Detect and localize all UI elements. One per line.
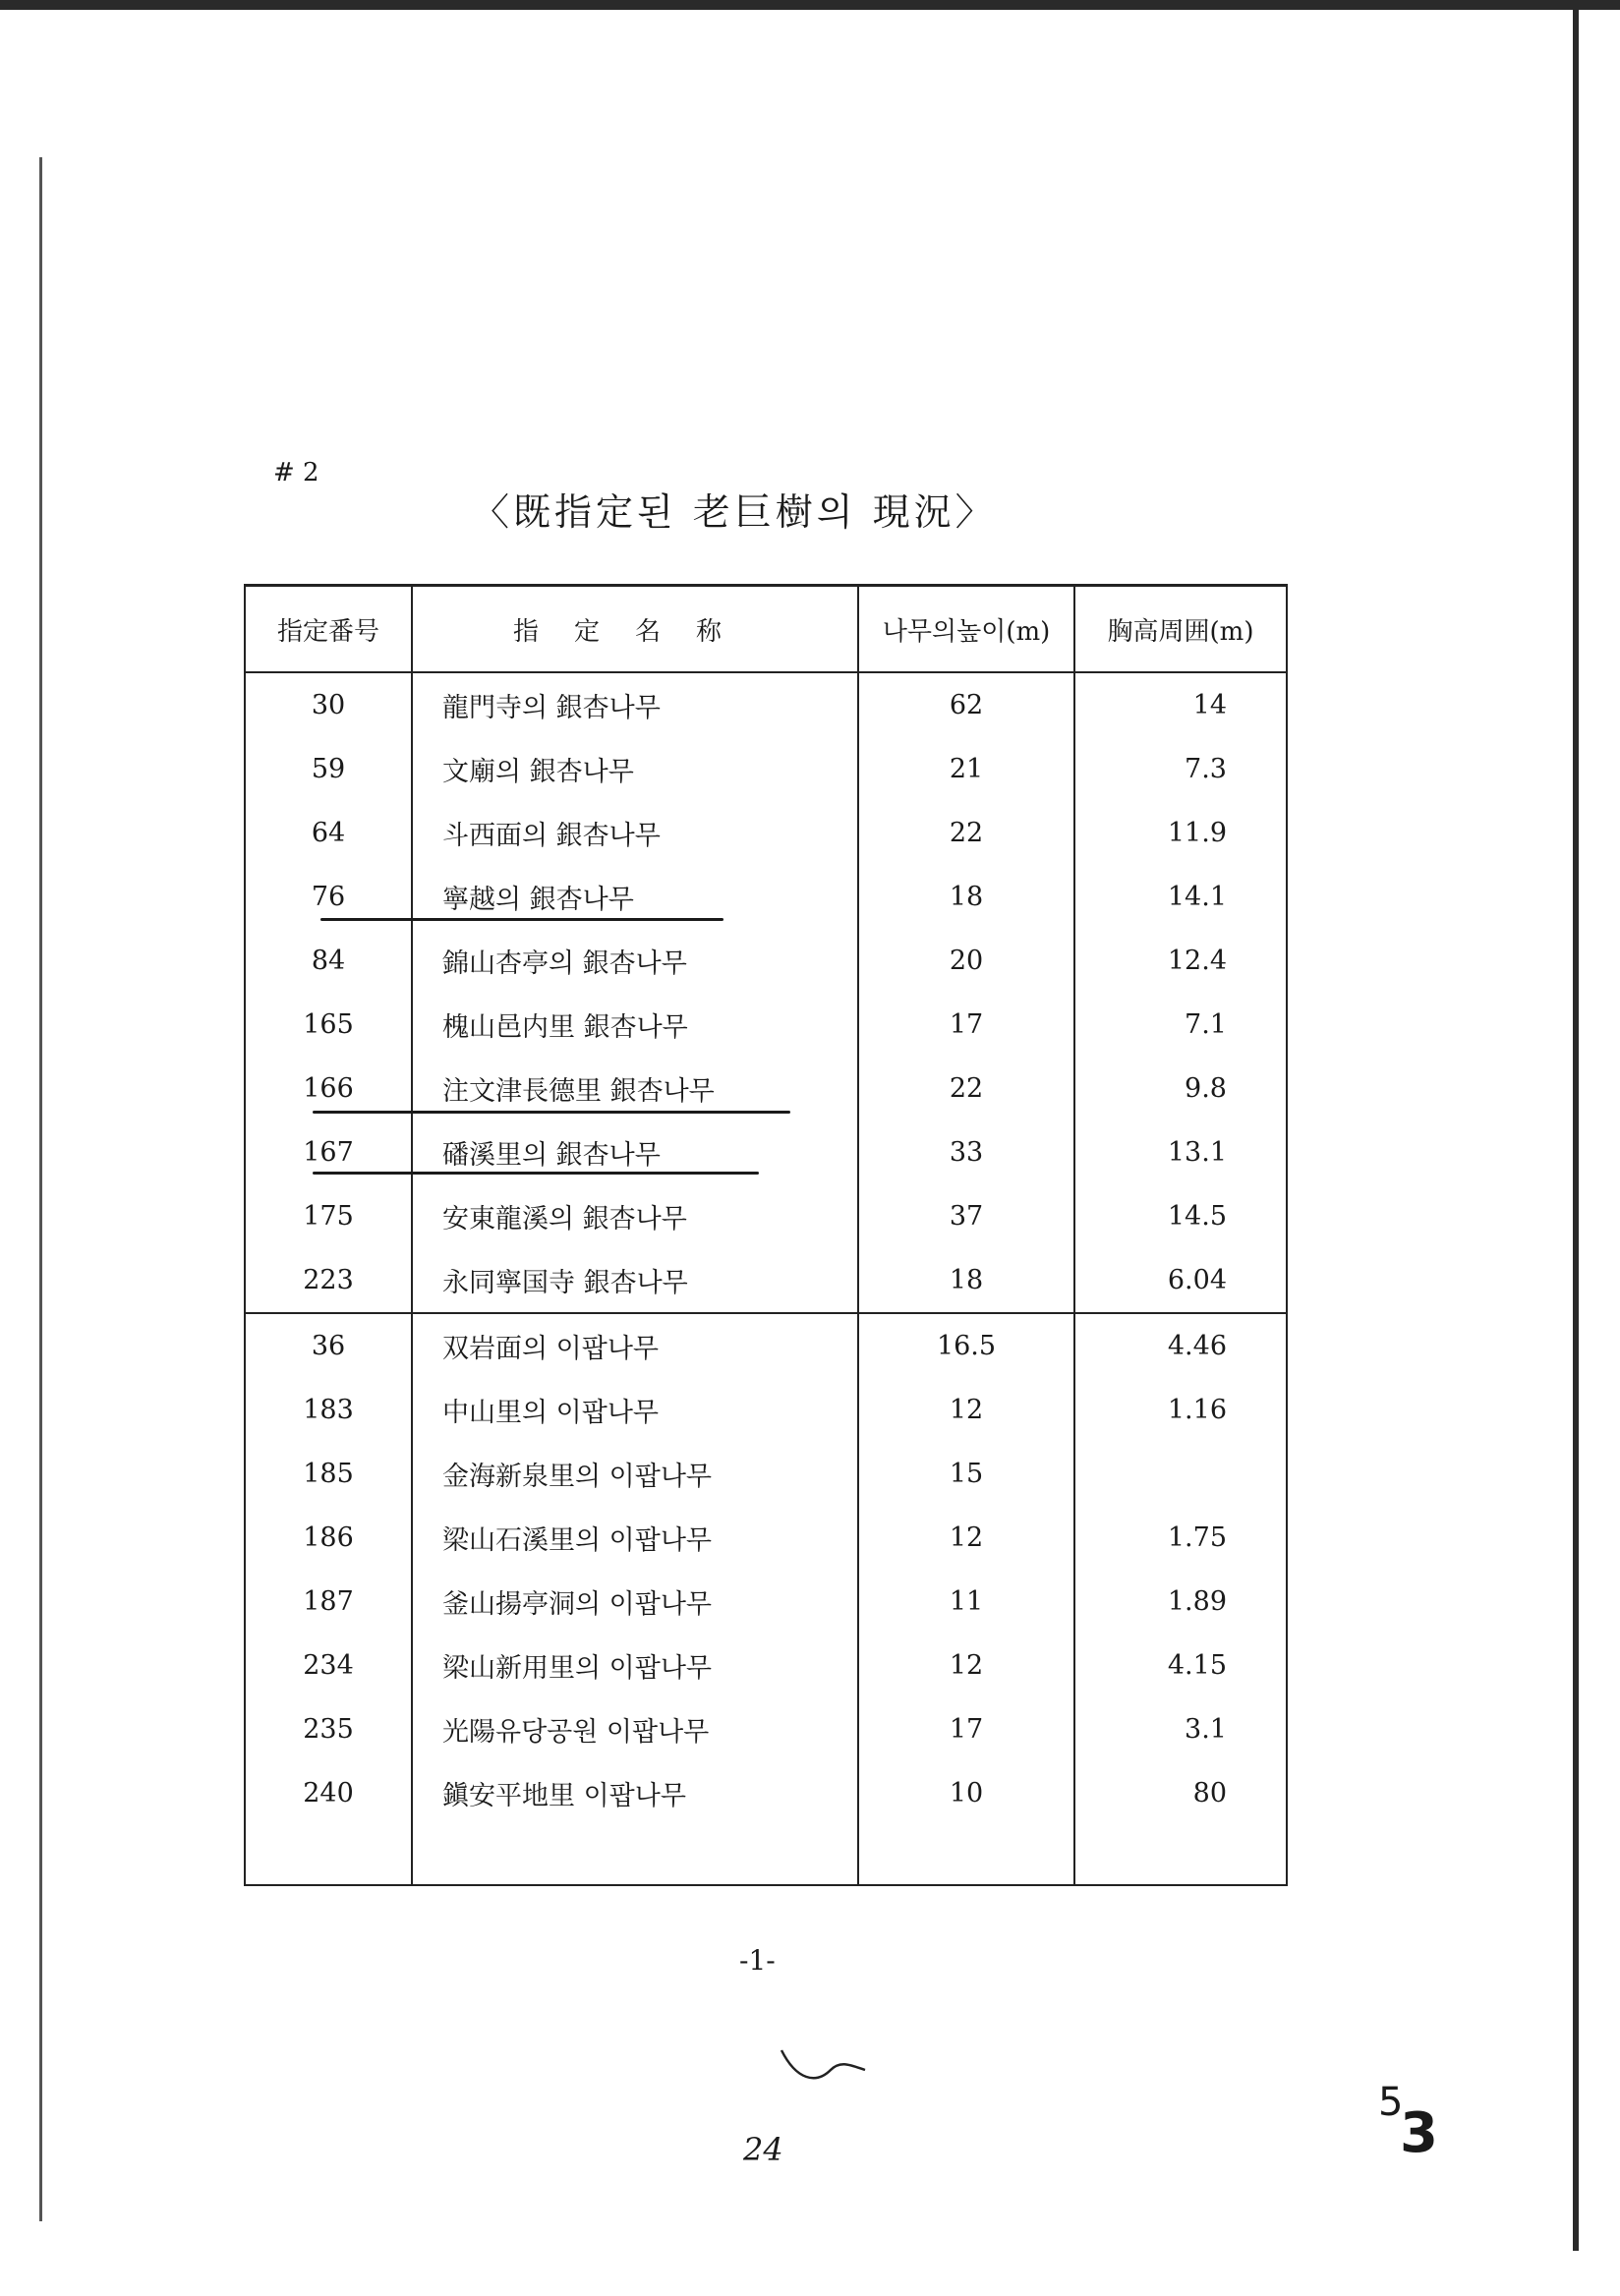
cell-name: 梁山新用里의 이팝나무 bbox=[412, 1634, 858, 1697]
cell-height: 33 bbox=[858, 1120, 1074, 1184]
scan-right-border bbox=[1573, 0, 1579, 2251]
cell-name: 磻溪里의 銀杏나무 bbox=[412, 1120, 858, 1184]
page-count-secondary: 3 bbox=[1400, 2101, 1438, 2165]
cell-height: 12 bbox=[858, 1634, 1074, 1697]
cell-girth: 80 bbox=[1074, 1761, 1287, 1825]
cell-no: 235 bbox=[245, 1697, 412, 1761]
cell-no: 234 bbox=[245, 1634, 412, 1697]
cell-girth: 12.4 bbox=[1074, 929, 1287, 993]
cell-girth: 11.9 bbox=[1074, 801, 1287, 865]
cell-name: 斗西面의 銀杏나무 bbox=[412, 801, 858, 865]
table-row bbox=[245, 1313, 1287, 1378]
cell-girth: 1.89 bbox=[1074, 1570, 1287, 1634]
cell-empty bbox=[245, 1825, 412, 1885]
cell-height: 21 bbox=[858, 737, 1074, 801]
cell-girth: 14.5 bbox=[1074, 1184, 1287, 1248]
cell-girth: 3.1 bbox=[1074, 1697, 1287, 1761]
table-row bbox=[245, 1570, 1287, 1634]
document-title: 〈既指定된 老巨樹의 現況〉 bbox=[472, 490, 997, 534]
header-designation-number: 指定番号 bbox=[245, 586, 412, 673]
cell-girth: 9.8 bbox=[1074, 1057, 1287, 1120]
table-row bbox=[245, 737, 1287, 801]
cell-height: 17 bbox=[858, 1697, 1074, 1761]
cell-height: 10 bbox=[858, 1761, 1074, 1825]
table-row bbox=[245, 1506, 1287, 1570]
cell-girth: 1.75 bbox=[1074, 1506, 1287, 1570]
cell-no: 240 bbox=[245, 1761, 412, 1825]
cell-no: 167 bbox=[245, 1120, 412, 1184]
cell-name: 安東龍溪의 銀杏나무 bbox=[412, 1184, 858, 1248]
cell-girth bbox=[1074, 1442, 1287, 1506]
cell-girth: 6.04 bbox=[1074, 1248, 1287, 1313]
cell-no: 186 bbox=[245, 1506, 412, 1570]
cell-name: 双岩面의 이팝나무 bbox=[412, 1313, 858, 1378]
table-row bbox=[245, 1634, 1287, 1697]
cell-girth: 7.1 bbox=[1074, 993, 1287, 1057]
cell-name: 文廟의 銀杏나무 bbox=[412, 737, 858, 801]
cell-name: 金海新泉里의 이팝나무 bbox=[412, 1442, 858, 1506]
cell-height: 12 bbox=[858, 1378, 1074, 1442]
page-count-primary: 5 bbox=[1378, 2080, 1404, 2125]
cell-no: 187 bbox=[245, 1570, 412, 1634]
cell-no: 36 bbox=[245, 1313, 412, 1378]
cell-name: 光陽유당공원 이팝나무 bbox=[412, 1697, 858, 1761]
table-row bbox=[245, 672, 1287, 737]
cell-height: 20 bbox=[858, 929, 1074, 993]
cell-empty bbox=[1074, 1825, 1287, 1885]
cell-name: 中山里의 이팝나무 bbox=[412, 1378, 858, 1442]
handwritten-squiggle-icon bbox=[777, 2040, 895, 2090]
cell-height: 16.5 bbox=[858, 1313, 1074, 1378]
cell-no: 175 bbox=[245, 1184, 412, 1248]
cell-no: 76 bbox=[245, 865, 412, 929]
cell-name: 寧越의 銀杏나무 bbox=[412, 865, 858, 929]
cell-name: 梁山石溪里의 이팝나무 bbox=[412, 1506, 858, 1570]
cell-height: 15 bbox=[858, 1442, 1074, 1506]
scan-left-border bbox=[39, 157, 42, 2221]
cell-girth: 1.16 bbox=[1074, 1378, 1287, 1442]
cell-no: 59 bbox=[245, 737, 412, 801]
handwritten-number: 24 bbox=[743, 2131, 783, 2168]
cell-no: 223 bbox=[245, 1248, 412, 1313]
table-row bbox=[245, 801, 1287, 865]
cell-no: 30 bbox=[245, 672, 412, 737]
document-id: # 2 bbox=[273, 458, 319, 488]
table-row bbox=[245, 993, 1287, 1057]
table-row bbox=[245, 1761, 1287, 1825]
table-header-row bbox=[245, 586, 1287, 673]
scan-top-border bbox=[0, 0, 1620, 10]
cell-height: 22 bbox=[858, 1057, 1074, 1120]
table-row bbox=[245, 1378, 1287, 1442]
tree-status-table bbox=[244, 584, 1288, 1886]
header-chest-girth: 胸高周囲(m) bbox=[1074, 586, 1287, 673]
cell-height: 22 bbox=[858, 801, 1074, 865]
table-row bbox=[245, 1120, 1287, 1184]
cell-height: 18 bbox=[858, 865, 1074, 929]
table-row bbox=[245, 1442, 1287, 1506]
cell-name: 槐山邑内里 銀杏나무 bbox=[412, 993, 858, 1057]
header-tree-height: 나무의높이(m) bbox=[858, 586, 1074, 673]
table-row bbox=[245, 1248, 1287, 1313]
cell-name: 永同寧国寺 銀杏나무 bbox=[412, 1248, 858, 1313]
handwritten-underline bbox=[320, 918, 723, 921]
cell-height: 62 bbox=[858, 672, 1074, 737]
cell-no: 166 bbox=[245, 1057, 412, 1120]
cell-no: 183 bbox=[245, 1378, 412, 1442]
cell-no: 185 bbox=[245, 1442, 412, 1506]
cell-height: 18 bbox=[858, 1248, 1074, 1313]
table-row bbox=[245, 1184, 1287, 1248]
table-row bbox=[245, 1697, 1287, 1761]
cell-name: 鎭安平地里 이팝나무 bbox=[412, 1761, 858, 1825]
cell-height: 12 bbox=[858, 1506, 1074, 1570]
cell-height: 17 bbox=[858, 993, 1074, 1057]
cell-no: 165 bbox=[245, 993, 412, 1057]
cell-girth: 14 bbox=[1074, 672, 1287, 737]
cell-girth: 4.15 bbox=[1074, 1634, 1287, 1697]
cell-girth: 14.1 bbox=[1074, 865, 1287, 929]
cell-name: 注文津長德里 銀杏나무 bbox=[412, 1057, 858, 1120]
handwritten-underline bbox=[313, 1111, 790, 1114]
cell-name: 龍門寺의 銀杏나무 bbox=[412, 672, 858, 737]
cell-name: 釜山揚亭洞의 이팝나무 bbox=[412, 1570, 858, 1634]
header-designation-name: 指定名称 bbox=[412, 586, 858, 673]
cell-no: 64 bbox=[245, 801, 412, 865]
handwritten-underline bbox=[313, 1172, 759, 1175]
cell-empty bbox=[858, 1825, 1074, 1885]
cell-empty bbox=[412, 1825, 858, 1885]
cell-no: 84 bbox=[245, 929, 412, 993]
cell-height: 11 bbox=[858, 1570, 1074, 1634]
table-empty-row bbox=[245, 1825, 1287, 1885]
cell-name: 錦山杏亭의 銀杏나무 bbox=[412, 929, 858, 993]
cell-girth: 7.3 bbox=[1074, 737, 1287, 801]
cell-girth: 13.1 bbox=[1074, 1120, 1287, 1184]
table-row bbox=[245, 929, 1287, 993]
page-number: -1- bbox=[739, 1944, 776, 1977]
cell-girth: 4.46 bbox=[1074, 1313, 1287, 1378]
cell-height: 37 bbox=[858, 1184, 1074, 1248]
